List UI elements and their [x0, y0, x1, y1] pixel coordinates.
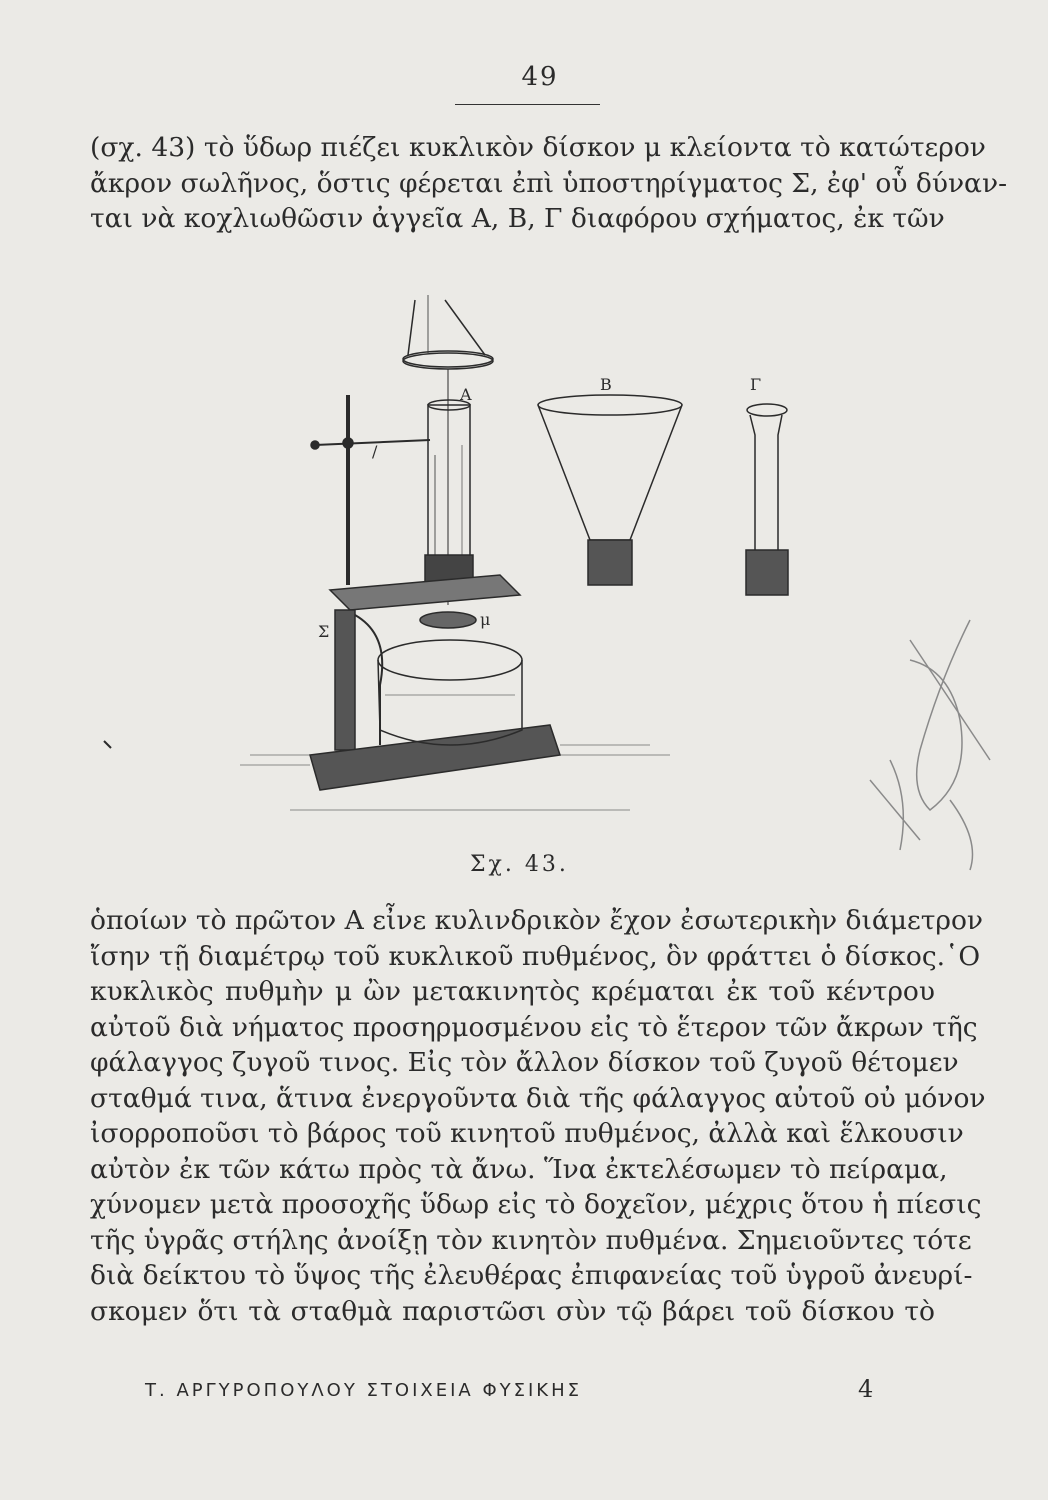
text-line: φάλαγγος ζυγοῦ τινος. Εἰς τὸν ἄλλον δίσκον τοῦ ζυγοῦ θέτομεν — [90, 1047, 959, 1078]
ink-speck-icon — [103, 740, 113, 750]
apparatus-illustration — [230, 285, 860, 845]
label-mu: μ — [480, 610, 491, 629]
text-line: ἴσην τῇ διαμέτρῳ τοῦ κυκλικοῦ πυθμένος, ὃν φράττει ὁ δίσκος.῾Ο — [90, 940, 981, 972]
label-sigma: Σ — [318, 622, 330, 641]
label-line-mark: / — [372, 442, 378, 461]
text-line: διὰ δείκτου τὸ ὕψος τῆς ἐλευθέρας ἐπιφανείας τοῦ ὑγροῦ ἀνευρί- — [90, 1260, 973, 1291]
text-line: ἄκρον σωλῆνος, ὅστις φέρεται ἐπὶ ὑποστηρίγματος Σ, ἐφ' οὗ δύναν- — [90, 167, 1008, 199]
text-line: (σχ. 43) τὸ ὕδωρ πιέζει κυκλικὸν δίσκον μ κλείοντα τὸ κατώτερον — [90, 132, 986, 163]
label-g: Γ — [750, 375, 762, 394]
text-line: αὐτοῦ διὰ νήματος προσηρμοσμένου εἰς τὸ ἕτερον τῶν ἄκρων τῆς — [90, 1011, 978, 1043]
footer-book-title: Τ. ΑΡΓΥΡΟΠΟΥΛΟΥ ΣΤΟΙΧΕΙΑ ΦΥΣΙΚΗΣ — [145, 1380, 582, 1401]
page-number: 49 — [521, 62, 559, 92]
text-line: αὐτὸν ἐκ τῶν κάτω πρὸς τὰ ἄνω. Ἵνα ἐκτελέσωμεν τὸ πείραμα, — [90, 1153, 948, 1185]
text-line: ται νὰ κοχλιωθῶσιν ἀγγεῖα Α, Β, Γ διαφόρου σχήματος, ἐκ τῶν — [90, 203, 945, 234]
figure-caption: Σχ. 43. — [470, 852, 569, 877]
text-line: τῆς ὑγρᾶς στήλης ἀνοίξῃ τὸν κινητὸν πυθμένα. Σημειοῦντες τότε — [90, 1224, 972, 1256]
footer-signature-mark: 4 — [858, 1375, 874, 1403]
label-a: Α — [460, 385, 472, 404]
label-b: Β — [600, 375, 612, 394]
text-line: σταθμά τινα, ἅτινα ἐνεργοῦντα διὰ τῆς φάλαγγος αὐτοῦ οὐ μόνον — [90, 1082, 986, 1114]
pencil-scribble-icon — [850, 600, 1020, 880]
page-number-rule — [455, 104, 600, 105]
bottom-paragraph — [90, 903, 986, 1329]
text-line: χύνομεν μετὰ προσοχῆς ὕδωρ εἰς τὸ δοχεῖον, μέχρις ὅτου ἡ πίεσις — [90, 1189, 982, 1220]
text-line: κυκλικὸς πυθμὴν μ ὢν μετακινητὸς κρέμαται ἐκ τοῦ κέντρου — [90, 976, 935, 1007]
text-line: σκομεν ὅτι τὰ σταθμὰ παριστῶσι σὺν τῷ βάρει τοῦ δίσκου τὸ — [90, 1295, 935, 1327]
text-line: ὁποίων τὸ πρῶτον Α εἶνε κυλινδρικὸν ἔχον ἐσωτερικὴν διάμετρον — [90, 905, 984, 936]
text-line: ἰσορροποῦσι τὸ βάρος τοῦ κινητοῦ πυθμένος, ἀλλὰ καὶ ἕλκουσιν — [90, 1118, 964, 1149]
top-paragraph — [90, 130, 1008, 237]
